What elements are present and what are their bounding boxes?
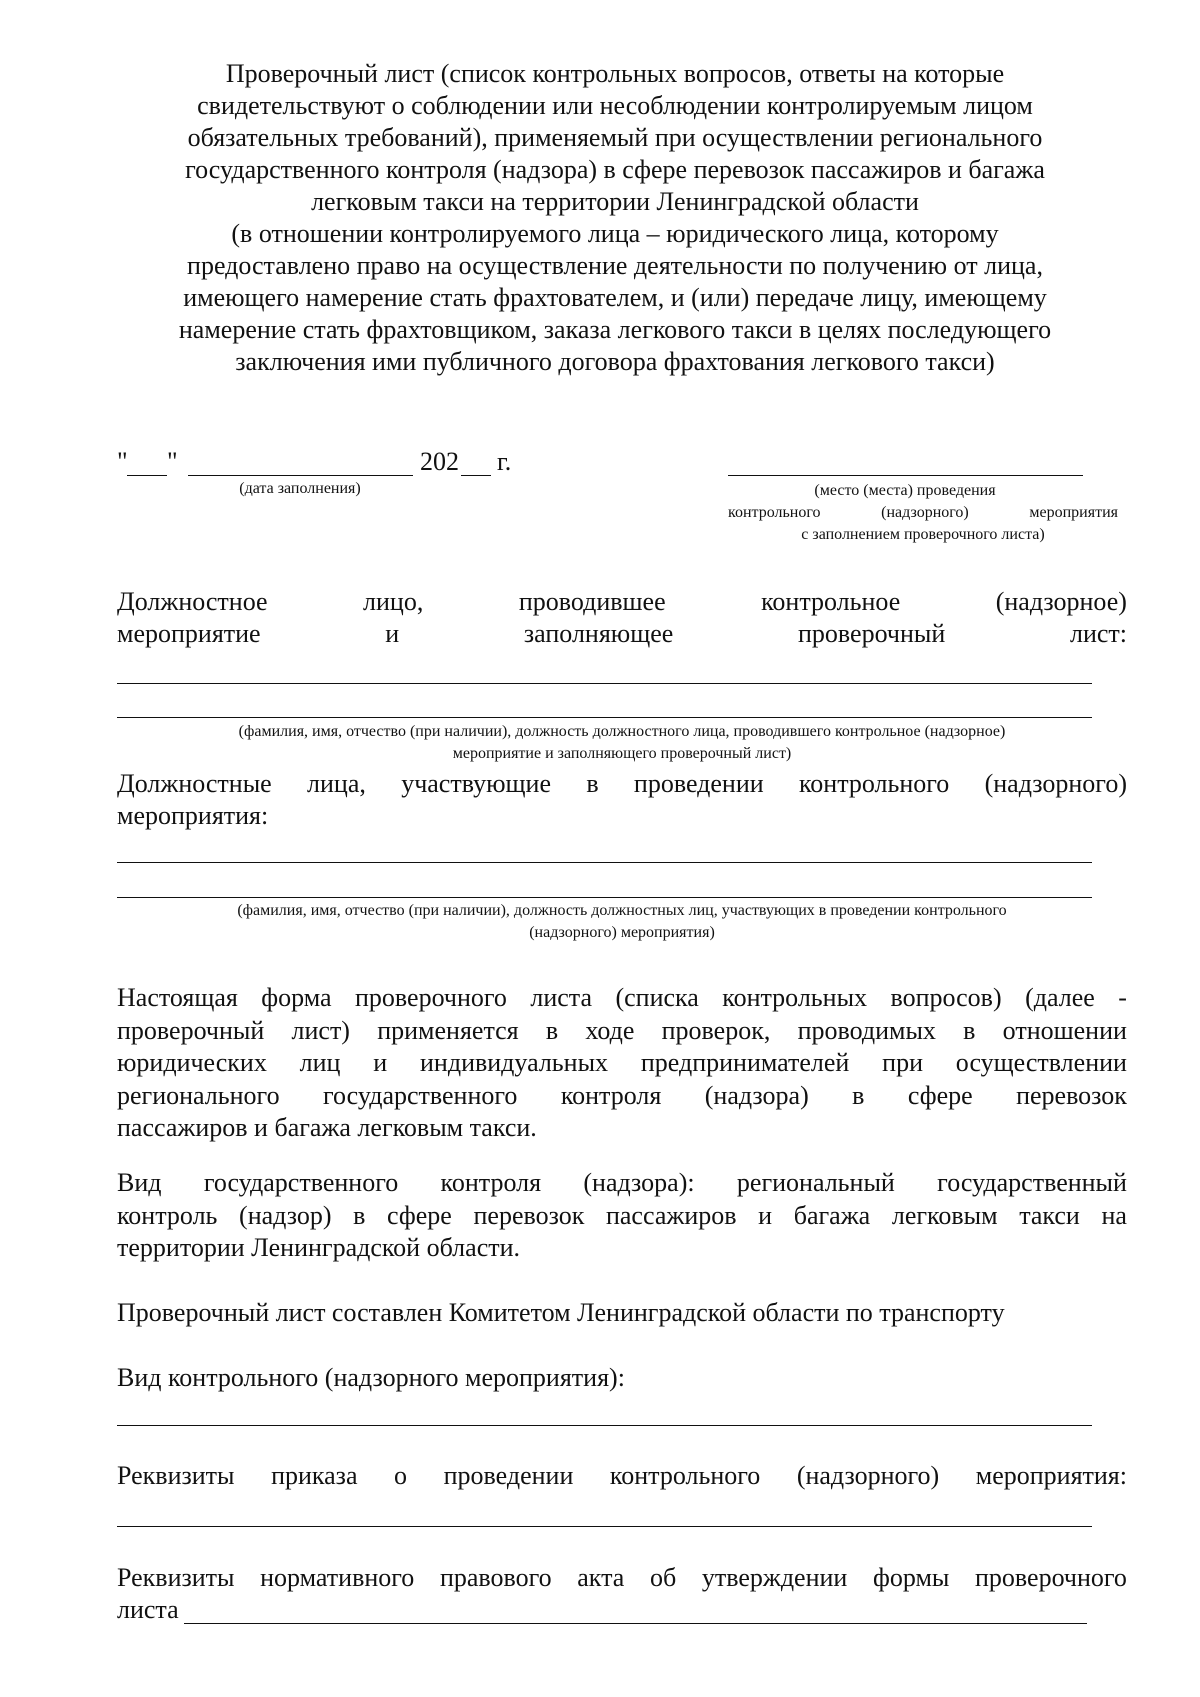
label-word: мероприятие [117,619,261,648]
word: в [353,1200,366,1230]
title-line: Проверочный лист (список контрольных вопросов, ответы на которые [225,59,1005,88]
word: индивидуальных [420,1048,609,1077]
label-word: контрольного [609,1461,761,1490]
label-word: проводившее [518,587,666,616]
label-word: проверочного [975,1563,1127,1592]
paragraph-row [117,1080,1127,1113]
label-word: проверочный [798,619,946,648]
order-requisites-label [117,1460,1127,1492]
paragraph-row [117,982,1127,1015]
word: при [882,1048,923,1077]
word: форма [261,983,332,1012]
place-field[interactable] [728,475,1083,476]
title-line: государственного контроля (надзора) в сфере перевозок пассажиров и багажа [185,155,1045,184]
word: ходе [585,1015,635,1045]
word: Настоящая [117,983,238,1012]
npa-requisites-field[interactable] [184,1623,1087,1624]
label-word: Реквизиты [117,1461,235,1490]
place-caption-line2 [728,502,1118,524]
word: юридических [117,1048,267,1077]
place-caption-line1: (место (места) проведения [814,482,996,499]
date-caption: (дата заполнения) [239,480,361,497]
word: вопросов) [890,983,1002,1012]
participants-caption-line1: (фамилия, имя, отчество (при наличии), должность должностных лиц, участвующих в проведении контрольного [237,902,1007,919]
official-caption-line1: (фамилия, имя, отчество (при наличии), должность должностного лица, проводившего контрольное (надзорное) [238,723,1006,740]
word: в [545,1015,559,1045]
word: легковым [891,1200,998,1230]
word: (надзора): [583,1168,695,1197]
official-field-line1[interactable] [117,683,1092,684]
word: Вид [117,1168,162,1197]
paragraph-last-line: территории Ленинградской области. [117,1233,521,1262]
participants-field-line2[interactable] [117,897,1092,898]
label-word: правового [439,1563,552,1592]
word: в [963,1015,976,1045]
label-word: проведении [443,1461,574,1490]
npa-requisites-label-line1 [117,1562,1127,1594]
paragraph-row [117,1047,1127,1080]
word: контрольных [722,983,868,1012]
word: - [1118,983,1127,1012]
official-caption-line2: мероприятие и заполняющего проверочный лист) [452,745,792,762]
word: отношении [1002,1015,1127,1045]
word: (списка [615,983,699,1012]
word: осуществлении [955,1048,1127,1077]
word: контроля [440,1168,542,1197]
date-month-field[interactable] [188,475,413,476]
label-word: Реквизиты [117,1563,235,1592]
label-word: контрольное [761,587,901,616]
official-field-line2[interactable] [117,717,1092,718]
word: проверочный [117,1015,265,1045]
label-word: мероприятия: [975,1461,1127,1490]
label-word: проведении [633,769,764,798]
official-label-line1 [117,586,1127,618]
word: проверок, [661,1015,771,1045]
word: государственного [323,1080,518,1110]
label-word: утверждении [701,1563,848,1592]
label-word: лица, [307,769,366,798]
form-description-paragraph [117,982,1127,1145]
caption-word: (надзорного) [881,504,969,521]
date-year-field[interactable] [461,475,491,476]
word: (далее [1025,983,1095,1012]
paragraph-last-line: пассажиров и багажа легковым такси. [117,1113,537,1142]
label-word: (надзорное) [995,587,1127,616]
word: в [852,1080,865,1110]
paragraph-row [117,1200,1127,1233]
label-word: (надзорного) [984,769,1127,798]
date-quote-open: " [117,447,128,476]
official-label-line2 [117,618,1127,650]
word: предпринимателей [640,1048,850,1077]
word: сфере [907,1080,973,1110]
place-caption-line3: с заполнением проверочного листа) [801,526,1045,543]
word: пассажиров [605,1200,737,1230]
label-word: контрольного [798,769,950,798]
word: проводимых [797,1015,936,1045]
word: на [1101,1200,1127,1230]
word: сфере [387,1200,452,1230]
label-word: об [649,1563,677,1592]
title-line: заключения ими публичного договора фрахтования легкового такси) [235,347,995,376]
date-day-field[interactable] [127,475,167,476]
document-title [115,58,1115,378]
npa-requisites-label-line2: листа [117,1595,179,1624]
participants-field-line1[interactable] [117,862,1092,863]
date-year-suffix: г. [497,447,512,476]
word: государственный [937,1168,1127,1197]
title-line: легковым такси на территории Ленинградской области [311,187,919,216]
caption-word: мероприятия [1029,504,1118,521]
participants-label-line2: мероприятия: [117,801,269,830]
caption-word: контрольного [728,504,821,521]
event-kind-label: Вид контрольного (надзорного мероприятия): [117,1363,625,1392]
control-kind-paragraph [117,1167,1127,1265]
label-word: и [385,619,400,648]
word: листа [530,983,593,1012]
label-word: Должностное [117,587,268,616]
word: перевозок [473,1200,585,1230]
word: перевозок [1016,1080,1127,1110]
participants-label-line1 [117,768,1127,800]
label-word: акта [577,1563,625,1592]
word: и [758,1200,773,1230]
label-word: участвующие [401,769,551,798]
date-quote-close: " [167,447,178,476]
word: багажа [793,1200,871,1230]
word: регионального [117,1080,280,1110]
label-word: лист: [1069,619,1127,648]
word: проверочного [355,983,507,1012]
label-word: Должностные [117,769,272,798]
event-kind-field[interactable] [117,1425,1092,1426]
label-word: лицо, [363,587,424,616]
label-word: нормативного [260,1563,415,1592]
label-word: формы [872,1563,950,1592]
word: и [373,1048,388,1077]
word: контроля [560,1080,662,1110]
title-line: предоставлено право на осуществление деятельности по получению от лица, [187,251,1043,280]
paragraph-row [117,1015,1127,1048]
label-word: заполняющее [523,619,674,648]
label-word: в [586,769,599,798]
word: региональный [736,1168,895,1197]
paragraph-row [117,1167,1127,1200]
label-word: (надзорного) [796,1461,940,1490]
word: такси [1019,1200,1080,1230]
label-word: о [394,1461,408,1490]
label-word: приказа [271,1461,358,1490]
participants-caption-line2: (надзорного) мероприятия) [529,924,715,941]
title-line: свидетельствуют о соблюдении или несоблюдении контролируемым лицом [197,91,1033,120]
title-line: намерение стать фрахтовщиком, заказа легкового такси в целях последующего [178,315,1052,344]
word: (надзор) [239,1200,332,1230]
date-year-prefix: 202 [420,447,459,476]
word: применяется [377,1015,519,1045]
word: лиц [299,1048,341,1077]
word: лист) [291,1015,350,1045]
composed-by-text: Проверочный лист составлен Комитетом Ленинградской области по транспорту [117,1298,1005,1327]
title-line: (в отношении контролируемого лица – юридического лица, которому [231,219,999,248]
title-line: обязательных требований), применяемый при осуществлении регионального [187,123,1043,152]
word: государственного [203,1168,399,1197]
order-requisites-field[interactable] [117,1526,1092,1527]
title-line: имеющего намерение стать фрахтователем, и (или) передаче лицу, имеющему [183,283,1047,312]
word: контроль [117,1200,218,1230]
word: (надзора) [704,1080,809,1110]
